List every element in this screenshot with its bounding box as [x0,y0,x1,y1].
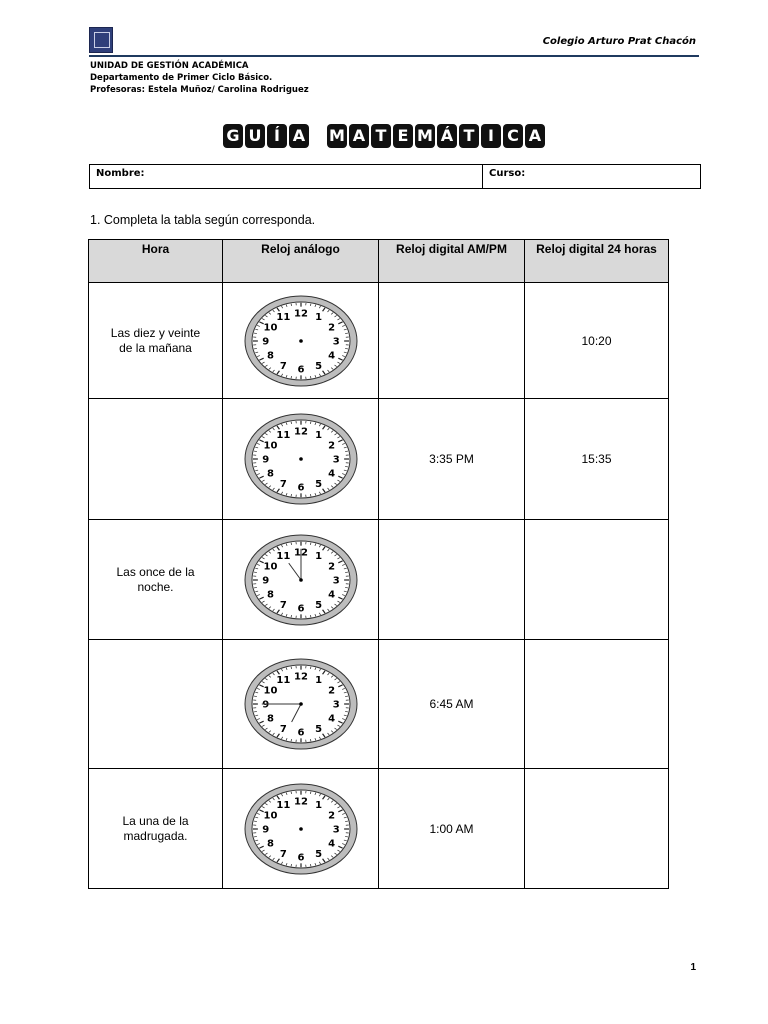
table-row [89,283,669,399]
clock-number: 7 [279,723,287,735]
clock-number: 4 [327,589,335,601]
clock-center [299,827,303,831]
clock-number: 2 [327,321,335,333]
clock-number: 8 [266,350,274,362]
clock-number: 3 [332,336,340,347]
hora-cell[interactable] [89,399,223,520]
clock-number: 6 [297,727,304,739]
analog-clock [242,293,360,389]
clock-number: 2 [327,440,335,452]
title-letter: C [503,124,523,148]
clock-number: 4 [327,350,335,362]
header-24h: Reloj digital 24 horas [525,240,669,283]
title-letter: I [481,124,501,148]
clock-center [299,702,303,706]
clock-number: 11 [275,311,290,323]
clock-number: 6 [297,603,304,615]
clock-number: 3 [332,699,340,711]
clock-number: 4 [327,838,335,850]
clock-center [299,339,303,343]
clock-number: 3 [332,575,340,586]
clock-number: 10 [262,809,277,821]
clock-number: 5 [314,360,322,372]
clock-number: 9 [261,336,269,347]
hora-text: Las once de la noche. [116,564,195,594]
department-line: Departamento de Primer Ciclo Básico. [90,73,273,83]
ampm-cell[interactable] [379,283,525,399]
clock-number: 2 [327,809,335,821]
clock-number: 9 [261,454,269,466]
clock-number: 7 [279,599,287,611]
clock-number: 1 [314,430,322,442]
school-crest-icon [89,27,113,53]
clock-number: 8 [266,468,274,480]
clock-number: 3 [332,824,340,835]
clock-number: 5 [314,478,322,490]
analog-clock-cell[interactable] [223,520,379,640]
title-letter: Í [267,124,287,148]
ampm-text: 1:00 AM [429,821,474,836]
clock-center [299,578,303,582]
analog-clock-cell[interactable] [223,640,379,769]
clock-number: 10 [262,685,277,697]
title-letter: A [289,124,309,148]
clock-number: 9 [261,699,269,711]
title-letter: E [393,124,413,148]
clock-number: 9 [261,575,269,586]
header-ampm: Reloj digital AM/PM [379,240,525,283]
title-letter: M [415,124,435,148]
analog-clock-cell[interactable] [223,769,379,889]
clock-number: 11 [275,675,290,687]
clock-number: 2 [327,560,335,572]
title-letter: A [525,124,545,148]
clock-number: 11 [275,550,290,562]
analog-clock [242,411,360,507]
h24-cell[interactable] [525,520,669,640]
time-table [88,239,669,889]
title-space [311,124,325,148]
hora-text: Las diez y veinte de la mañana [110,325,201,355]
clock-number: 8 [266,589,274,601]
clock-number: 10 [262,560,277,572]
hora-cell[interactable] [89,283,223,399]
clock-number: 6 [297,364,304,376]
hora-cell[interactable] [89,520,223,640]
table-row [89,399,669,520]
clock-number: 3 [332,454,340,466]
clock-number: 5 [314,848,322,860]
clock-number: 10 [262,440,277,452]
clock-number: 5 [314,599,322,611]
ampm-cell[interactable] [379,769,525,889]
course-field[interactable] [483,165,531,188]
page-title [0,124,768,148]
ampm-text: 3:35 PM [429,452,474,466]
clock-number: 1 [314,799,322,811]
hora-cell[interactable] [89,640,223,769]
clock-number: 11 [275,430,290,442]
table-header-row [89,240,669,283]
title-letter: G [223,124,243,148]
clock-number: 4 [327,713,335,725]
h24-text: 10:20 [581,333,612,348]
clock-number: 12 [293,426,308,438]
clock-number: 1 [314,550,322,562]
clock-number: 8 [266,713,274,725]
table-row [89,640,669,769]
student-info-box [89,164,701,189]
clock-number: 12 [293,307,308,319]
h24-cell[interactable] [525,399,669,520]
teachers-line: Profesoras: Estela Muñoz/ Carolina Rodriguez [90,85,309,95]
ampm-cell[interactable] [379,520,525,640]
table-row [89,520,669,640]
instruction-text: 1. Completa la tabla según corresponda. [90,213,316,227]
clock-number: 7 [279,848,287,860]
clock-number: 4 [327,468,335,480]
clock-number: 8 [266,838,274,850]
clock-number: 9 [261,824,269,835]
clock-center [299,457,303,461]
analog-clock [242,532,360,628]
title-letter: Á [437,124,457,148]
header-meta [90,60,309,96]
school-name: Colegio Arturo Prat Chacón [542,36,696,47]
page-number: 1 [690,962,696,973]
h24-text: 15:35 [581,452,612,466]
clock-number: 10 [262,321,277,333]
title-letter: T [371,124,391,148]
clock-number: 11 [275,799,290,811]
header-rule [89,55,699,57]
clock-number: 6 [297,852,304,864]
analog-clock-cell[interactable] [223,399,379,520]
title-letter: M [327,124,347,148]
ampm-text: 6:45 AM [429,697,474,711]
name-label: Nombre: [96,168,145,179]
course-label: Curso: [489,168,526,179]
unit-line: UNIDAD DE GESTIÓN ACADÉMICA [90,61,249,71]
clock-number: 2 [327,685,335,697]
analog-clock [242,781,360,877]
clock-number: 7 [279,478,287,490]
clock-number: 5 [314,723,322,735]
table-row [89,769,669,889]
h24-cell[interactable] [525,769,669,889]
title-letter: U [245,124,265,148]
h24-cell[interactable] [525,640,669,769]
clock-number: 1 [314,311,322,323]
analog-clock-cell[interactable] [223,283,379,399]
hora-cell[interactable] [89,769,223,889]
title-letter: T [459,124,479,148]
clock-number: 12 [293,671,308,683]
clock-number: 1 [314,675,322,687]
hora-text: La una de la madrugada. [122,813,189,843]
clock-number: 6 [297,482,304,494]
ampm-cell[interactable] [379,640,525,769]
clock-number: 7 [279,360,287,372]
ampm-cell[interactable] [379,399,525,520]
header-analog: Reloj análogo [223,240,379,283]
analog-clock [242,656,360,752]
clock-number: 12 [293,795,308,807]
name-field[interactable] [90,165,483,188]
h24-cell[interactable] [525,283,669,399]
title-letter: A [349,124,369,148]
header-hora: Hora [89,240,223,283]
clock-number: 12 [293,546,308,558]
